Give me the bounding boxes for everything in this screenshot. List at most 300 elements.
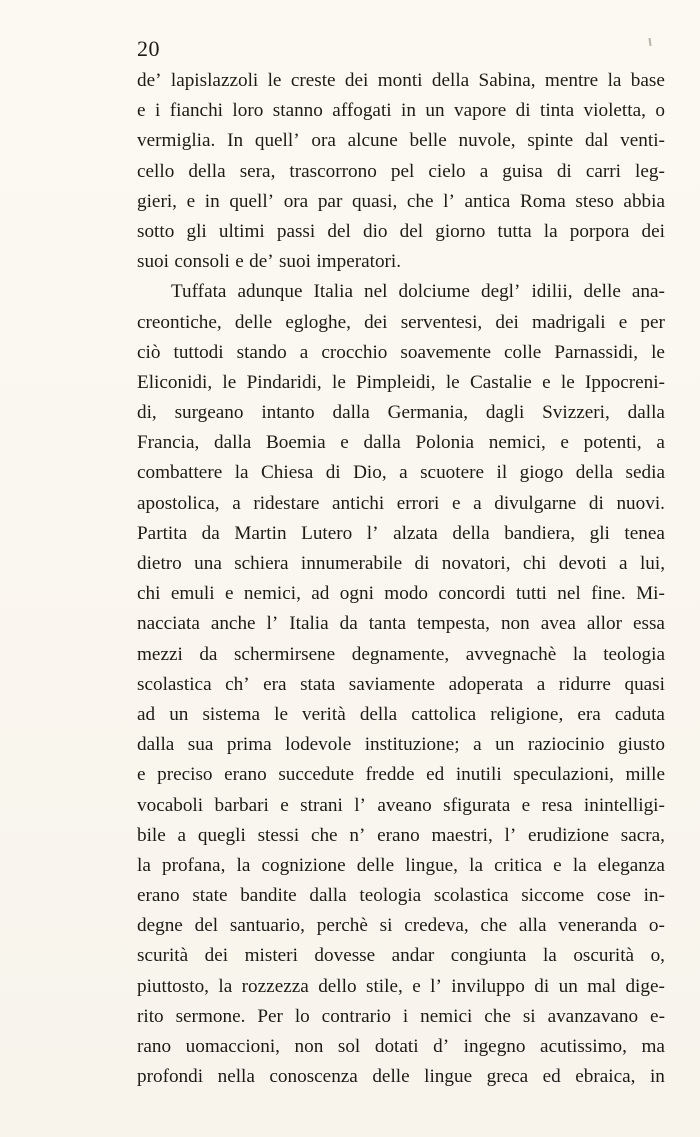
word: dalla [627, 402, 665, 424]
word: della [359, 703, 398, 725]
word: ora [283, 190, 309, 212]
word: raziocinio [527, 734, 605, 756]
word: la [137, 854, 151, 876]
word: di [325, 462, 341, 484]
text-line [137, 308, 665, 338]
word: violetta, [583, 100, 646, 122]
word: essa [632, 613, 665, 635]
word: bandite [240, 885, 297, 907]
word: speculazioni, [513, 764, 614, 786]
word: divulgarne [494, 492, 577, 514]
word: stessi [257, 824, 300, 846]
word: dietro [137, 553, 182, 574]
word: suoi [278, 251, 311, 273]
word: le [274, 703, 288, 725]
word: sfigurata [443, 794, 511, 816]
word: dei [344, 70, 369, 91]
word: Italia [313, 281, 353, 303]
word: cose [596, 885, 631, 907]
word: veneranda [558, 915, 638, 937]
word: e [137, 764, 146, 786]
word: dei [641, 220, 665, 242]
word: a [232, 492, 241, 514]
word: lingue, [405, 854, 458, 876]
word: saviamente [348, 673, 436, 695]
word: dige- [625, 975, 665, 997]
word: a [536, 673, 546, 695]
word: profondi [137, 1066, 204, 1088]
word: gli [589, 522, 610, 544]
word: Parnassidi, [554, 341, 639, 363]
word: non [294, 1036, 324, 1057]
word: Svizzeri, [542, 402, 610, 424]
word: da [201, 522, 220, 544]
word: venti- [620, 130, 665, 152]
word: si [522, 1005, 536, 1027]
word: delle [234, 311, 273, 333]
word: nemici [420, 1005, 473, 1027]
word: misteri [244, 945, 298, 967]
word: chi [137, 583, 161, 605]
word: greca [486, 1066, 529, 1088]
text-line [137, 1062, 665, 1092]
word: a [479, 160, 489, 182]
word: leg- [635, 160, 665, 182]
text-line [137, 66, 665, 96]
word: un [169, 703, 189, 725]
word: sermone. [175, 1005, 246, 1027]
page-number: 20 [137, 36, 160, 61]
word: le [332, 371, 346, 393]
word: idilii, [531, 281, 573, 303]
word: ebraica, [575, 1066, 636, 1088]
word: Chiesa [261, 462, 314, 484]
word: piuttosto, [137, 975, 209, 997]
word: quasi, [351, 190, 398, 212]
word: alcune [347, 130, 398, 152]
word: apostolica, [137, 492, 220, 514]
word: mal [587, 975, 617, 997]
word: dalla [332, 402, 370, 424]
word: bandiera, [504, 522, 576, 544]
word: in [204, 190, 220, 212]
text-line [137, 579, 665, 609]
word: erano [224, 764, 267, 786]
word: porpora [569, 220, 630, 242]
word: Francia, [137, 432, 200, 454]
word: quegli [197, 824, 246, 846]
word: la [572, 643, 587, 665]
word: a [619, 553, 628, 574]
word: abbia [623, 190, 665, 212]
word: Sabina, [478, 70, 536, 91]
word: innumerabile [300, 553, 403, 574]
word: affogati [332, 100, 392, 122]
word: e [137, 100, 146, 122]
word: e [186, 190, 196, 212]
word: e [412, 975, 421, 997]
text-line [137, 760, 665, 790]
text-line [137, 941, 665, 971]
word: tenea [624, 522, 665, 544]
word: santuario, [229, 915, 305, 937]
word: Ippocreni- [585, 371, 665, 393]
word: le [560, 371, 575, 393]
word: in [649, 1066, 665, 1088]
word: tanta [368, 613, 407, 635]
word: rozzezza [241, 975, 309, 997]
word: sua [187, 734, 214, 756]
text-line [137, 972, 665, 1002]
word: lo [294, 1005, 310, 1027]
word: inviluppo [451, 975, 525, 997]
word: da [339, 613, 358, 635]
word: in- [643, 885, 665, 907]
text-line [137, 217, 665, 247]
word: era [577, 703, 601, 725]
word: nel [364, 281, 388, 303]
word: loro [232, 100, 264, 122]
word: erudizione [528, 824, 610, 846]
word: la [607, 70, 622, 91]
word: Pimpleidi, [356, 371, 436, 393]
word: la [234, 462, 249, 484]
word: sacra, [620, 824, 665, 846]
text-line [137, 247, 665, 277]
word: Martin [234, 522, 287, 544]
word: bile [137, 824, 166, 846]
word: del [327, 220, 351, 242]
text-line [137, 368, 665, 398]
word: dalla [214, 432, 252, 454]
word: adoperata [448, 673, 524, 695]
word: aveano [377, 794, 432, 816]
word: sedia [625, 462, 665, 484]
word: scurità [137, 945, 189, 967]
word: la [542, 945, 557, 967]
word: di [534, 975, 550, 997]
word: nuovi. [616, 492, 665, 514]
text-line [137, 549, 665, 579]
word: l’ [266, 613, 279, 635]
word: tinta [540, 100, 575, 122]
word: ciò [137, 341, 161, 363]
word: chi [522, 553, 547, 574]
word: della [575, 462, 614, 484]
word: lodevole [285, 734, 352, 756]
word: dio [362, 220, 388, 242]
word: stanno [272, 100, 323, 122]
word: acutissimo, [540, 1036, 627, 1057]
word: religione, [490, 703, 564, 725]
word: un [558, 975, 578, 997]
word: dalla [137, 734, 175, 756]
word: e [542, 371, 551, 393]
word: delle [583, 281, 621, 303]
word: mentre [544, 70, 599, 91]
word: modo [384, 583, 429, 605]
word: lingue [424, 1066, 473, 1088]
word: tutti [515, 583, 547, 605]
word: delle [356, 854, 395, 876]
word: dolciume [398, 281, 470, 303]
word: anche [210, 613, 256, 635]
word: e [340, 432, 349, 454]
word: dello [318, 975, 357, 997]
word: che [480, 915, 508, 937]
word: a [473, 492, 482, 514]
word: le [222, 371, 237, 393]
word: Castalie [469, 371, 532, 393]
word: n’ [349, 824, 366, 846]
text-line [137, 338, 665, 368]
word: l’ [504, 824, 517, 846]
word: o [655, 100, 665, 122]
word: di, [137, 402, 157, 424]
word: surgeano [174, 402, 244, 424]
word: di [588, 492, 604, 514]
text-line [137, 700, 665, 730]
word: dei [204, 945, 229, 967]
word: vermiglia. [137, 130, 216, 152]
word: i [154, 100, 161, 122]
text-line [137, 881, 665, 911]
word: succedute [278, 764, 354, 786]
word: a [177, 824, 187, 846]
word: scuotere [420, 462, 485, 484]
word: si [379, 915, 393, 937]
word: cattolica [411, 703, 477, 725]
word: e [235, 251, 244, 273]
word: colle [504, 341, 542, 363]
word: resa [541, 794, 573, 816]
word: la [572, 854, 587, 876]
word: l’ [354, 794, 366, 816]
word: inutili [455, 764, 502, 786]
word: de’ [137, 70, 162, 91]
word: scolastica [433, 885, 509, 907]
word: quasi [624, 673, 665, 695]
word: che [310, 824, 338, 846]
word: dal [584, 130, 609, 152]
word: crocchio [321, 341, 388, 363]
word: per [640, 311, 665, 333]
word: de’ [249, 251, 274, 273]
word: il [496, 462, 508, 484]
word: antichi [331, 492, 385, 514]
word: quell’ [254, 130, 300, 152]
word: consoli [174, 251, 230, 273]
word: a [473, 734, 482, 756]
word: Mi- [636, 583, 665, 605]
text-line [137, 126, 665, 156]
word: le [445, 371, 460, 393]
word: teologia [359, 885, 422, 907]
word: vocaboli [137, 794, 204, 816]
word: dagli [485, 402, 525, 424]
word: fredde [365, 764, 415, 786]
word: Tuffata [171, 281, 227, 303]
word: prima [226, 734, 272, 756]
word: stile, [365, 975, 403, 997]
word: di [414, 553, 430, 574]
word: era [263, 673, 287, 695]
text-line [137, 519, 665, 549]
word: errori [396, 492, 440, 514]
word: Eliconidi, [137, 371, 213, 393]
word: contrario [321, 1005, 391, 1027]
text-line [137, 821, 665, 851]
word: rano [137, 1036, 172, 1057]
word: e [521, 794, 531, 816]
word: o- [648, 915, 665, 937]
word: l’ [430, 975, 442, 997]
word: serventesi, [400, 311, 483, 333]
word: conoscenza [269, 1066, 358, 1088]
word: perchè [316, 915, 368, 937]
word: verità [302, 703, 346, 725]
word: l’ [443, 190, 455, 212]
word: gli [186, 220, 207, 242]
word: strani [300, 794, 343, 816]
word: congiunta [450, 945, 527, 967]
word: adunque [237, 281, 303, 303]
word: egloghe, [285, 311, 351, 333]
word: nacciata [137, 613, 200, 635]
word: della [188, 160, 226, 182]
word: giogo [519, 462, 564, 484]
word: ultimi [218, 220, 265, 242]
word: e [452, 492, 461, 514]
word: maestri, [431, 824, 493, 846]
text-line [137, 277, 665, 307]
word: le [651, 341, 665, 363]
word: dei [364, 311, 388, 333]
word: vapore [454, 100, 507, 122]
word: Dio, [353, 462, 387, 484]
word: teologia [603, 643, 665, 665]
word: In [227, 130, 244, 152]
word: ridestare [253, 492, 320, 514]
word: giorno [435, 220, 486, 242]
word: e [560, 432, 569, 454]
word: imperatori. [316, 251, 402, 273]
word: uomaccioni, [185, 1036, 280, 1057]
word: la [236, 854, 251, 876]
word: un [425, 100, 445, 122]
word: sera, [239, 160, 276, 182]
word: e [553, 854, 562, 876]
word: nella [217, 1066, 255, 1088]
word: intanto [261, 402, 315, 424]
word: caduta [614, 703, 665, 725]
word: degl’ [480, 281, 521, 303]
word: credeva, [404, 915, 469, 937]
word: giusto [618, 734, 665, 756]
word: antica [464, 190, 511, 212]
word: o, [650, 945, 665, 967]
word: pel [390, 160, 415, 182]
word: Partita [137, 522, 188, 544]
word: sistema [202, 703, 261, 725]
word: fianchi [169, 100, 223, 122]
text-line [137, 489, 665, 519]
word: dovesse [314, 945, 376, 967]
word: ingegno [463, 1036, 526, 1057]
word: degnamente, [351, 643, 450, 665]
word: tempesta, [416, 613, 490, 635]
word: di [515, 100, 531, 122]
word: state [192, 885, 228, 907]
word: rito [137, 1005, 164, 1027]
word: che [406, 190, 434, 212]
word: avea [540, 613, 576, 635]
word: nemici, [488, 432, 546, 454]
word: cognizione [261, 854, 346, 876]
word: erano [377, 824, 420, 846]
word: profana, [161, 854, 226, 876]
word: una [194, 553, 222, 574]
word: le [267, 70, 282, 91]
word: instituzione; [364, 734, 460, 756]
word: l’ [366, 522, 379, 544]
word: delle [372, 1066, 410, 1088]
word: Roma [519, 190, 566, 212]
word: ch’ [225, 673, 250, 695]
word: di [556, 160, 572, 182]
word: d’ [433, 1036, 450, 1057]
word: Italia [289, 613, 329, 635]
word: critica [494, 854, 543, 876]
word: la [218, 975, 233, 997]
word: monti [377, 70, 423, 91]
word: preciso [157, 764, 213, 786]
word: creontiche, [137, 311, 222, 333]
word: gieri, [137, 190, 177, 212]
word: devoti [558, 553, 607, 574]
word: belle [409, 130, 447, 152]
word: nuvole, [458, 130, 516, 152]
word: sol [337, 1036, 361, 1057]
text-line [137, 851, 665, 881]
text-line [137, 730, 665, 760]
text-line [137, 609, 665, 639]
word: dalla [309, 885, 347, 907]
word: della [452, 522, 490, 544]
word: ma [641, 1036, 665, 1057]
word: trascorrono [289, 160, 377, 182]
word: potenti, [583, 432, 642, 454]
word: base [630, 70, 665, 91]
word: erano [137, 885, 180, 907]
text-line [137, 157, 665, 187]
word: Germania, [387, 402, 469, 424]
word: oscurità [573, 945, 635, 967]
word: ad [137, 703, 156, 725]
word: dei [495, 311, 519, 333]
word: Boemia [265, 432, 326, 454]
word: dotati [374, 1036, 419, 1057]
word: steso [575, 190, 614, 212]
word: quell’ [229, 190, 275, 212]
word: e [618, 311, 628, 333]
word: novatori, [441, 553, 511, 574]
word: che [484, 1005, 511, 1027]
text-line [137, 791, 665, 821]
word: tuttodi [173, 341, 224, 363]
word: ridurre [558, 673, 611, 695]
word: schiera [234, 553, 289, 574]
